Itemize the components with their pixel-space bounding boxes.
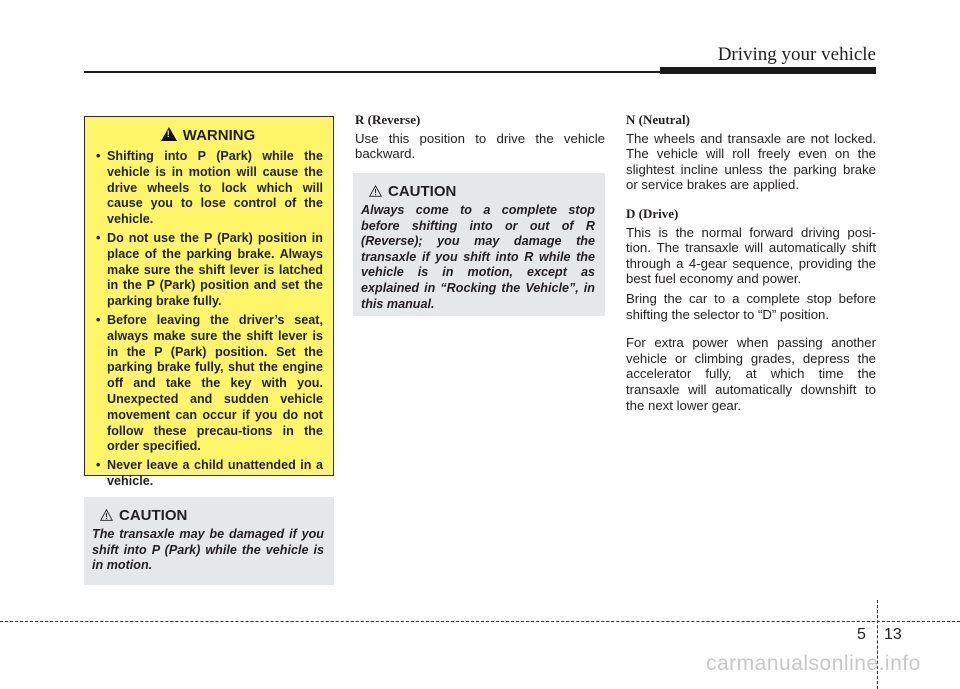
chapter-number: 5	[857, 626, 866, 643]
caution-box-reverse	[353, 173, 605, 316]
spacer	[626, 326, 876, 335]
section-text-drive-2: Bring the car to a complete stop before shifting the selector to “D” position.	[626, 290, 876, 322]
watermark: carmanualsonline.info	[706, 652, 921, 675]
list-item: • Before leaving the driver’s seat, always make sure the shift lever is in the P (Park) position. Set the parking brake fully, shut the engine off and take the key with you. Unexpected and sudden vehicle movement can occur if you do not follow these precau-tions in the order specified.	[93, 313, 323, 455]
page-header-title: Driving your vehicle	[717, 44, 876, 65]
spacer	[626, 197, 876, 206]
section-text-drive-3: For extra power when passing another vehicle or climbing grades, depress the accelerator fully, at which time the transaxle will automatically downshift to the next lower gear.	[626, 335, 876, 413]
list-item: • Shifting into P (Park) while the vehicle is in motion will cause the drive wheels to lock which will cause you to lose control of the vehicle.	[93, 149, 323, 228]
caution-heading-label: CAUTION	[388, 183, 457, 200]
list-item: • Do not use the P (Park) position in place of the parking brake. Always make sure the shift lever is latched in the P (Park) position and set the parking brake fully.	[93, 231, 323, 310]
warning-heading-label: WARNING	[182, 127, 256, 144]
section-heading-reverse: R (Reverse)	[355, 112, 421, 127]
column-right	[626, 112, 876, 417]
caution-heading-label: CAUTION	[119, 507, 188, 524]
section-text-drive-1: This is the normal forward driving posi-tion. The transaxle will automatically shift through a 4-gear sequence, providing the best fuel economy and power.	[626, 224, 876, 287]
caution-box-park	[84, 497, 334, 585]
caution-text: Always come to a complete stop before shifting into or out of R (Reverse); you may damage the transaxle if you shift into R while the vehicle is in motion, except as explained in “Rocking the Vehicle”, in this manual.	[361, 203, 595, 311]
section-heading-drive: D (Drive)	[626, 205, 679, 221]
footer-dashed-rule	[0, 621, 960, 622]
warning-heading	[93, 127, 323, 144]
caution-text: The transaxle may be damaged if you shift into P (Park) while the vehicle is in motion.	[92, 527, 324, 573]
section-text-neutral: The wheels and transaxle are not locked. The vehicle will roll freely even on the slightest incline unless the parking brake or service brakes are applied.	[626, 130, 876, 193]
header-rule-accent	[660, 67, 876, 74]
caution-heading	[369, 183, 595, 200]
warning-box	[84, 116, 334, 488]
section-text-reverse: Use this position to drive the vehicle backward.	[355, 130, 605, 162]
header-rule	[84, 71, 660, 73]
caution-heading	[100, 507, 324, 524]
list-item: • Never leave a child unattended in a vehicle.	[93, 458, 323, 490]
warning-list	[93, 149, 323, 490]
warning-icon	[161, 127, 177, 141]
column-middle	[355, 112, 605, 166]
section-heading-neutral: N (Neutral)	[626, 112, 690, 127]
caution-icon	[100, 509, 113, 521]
caution-icon	[369, 185, 382, 197]
page-number: 13	[884, 626, 902, 643]
